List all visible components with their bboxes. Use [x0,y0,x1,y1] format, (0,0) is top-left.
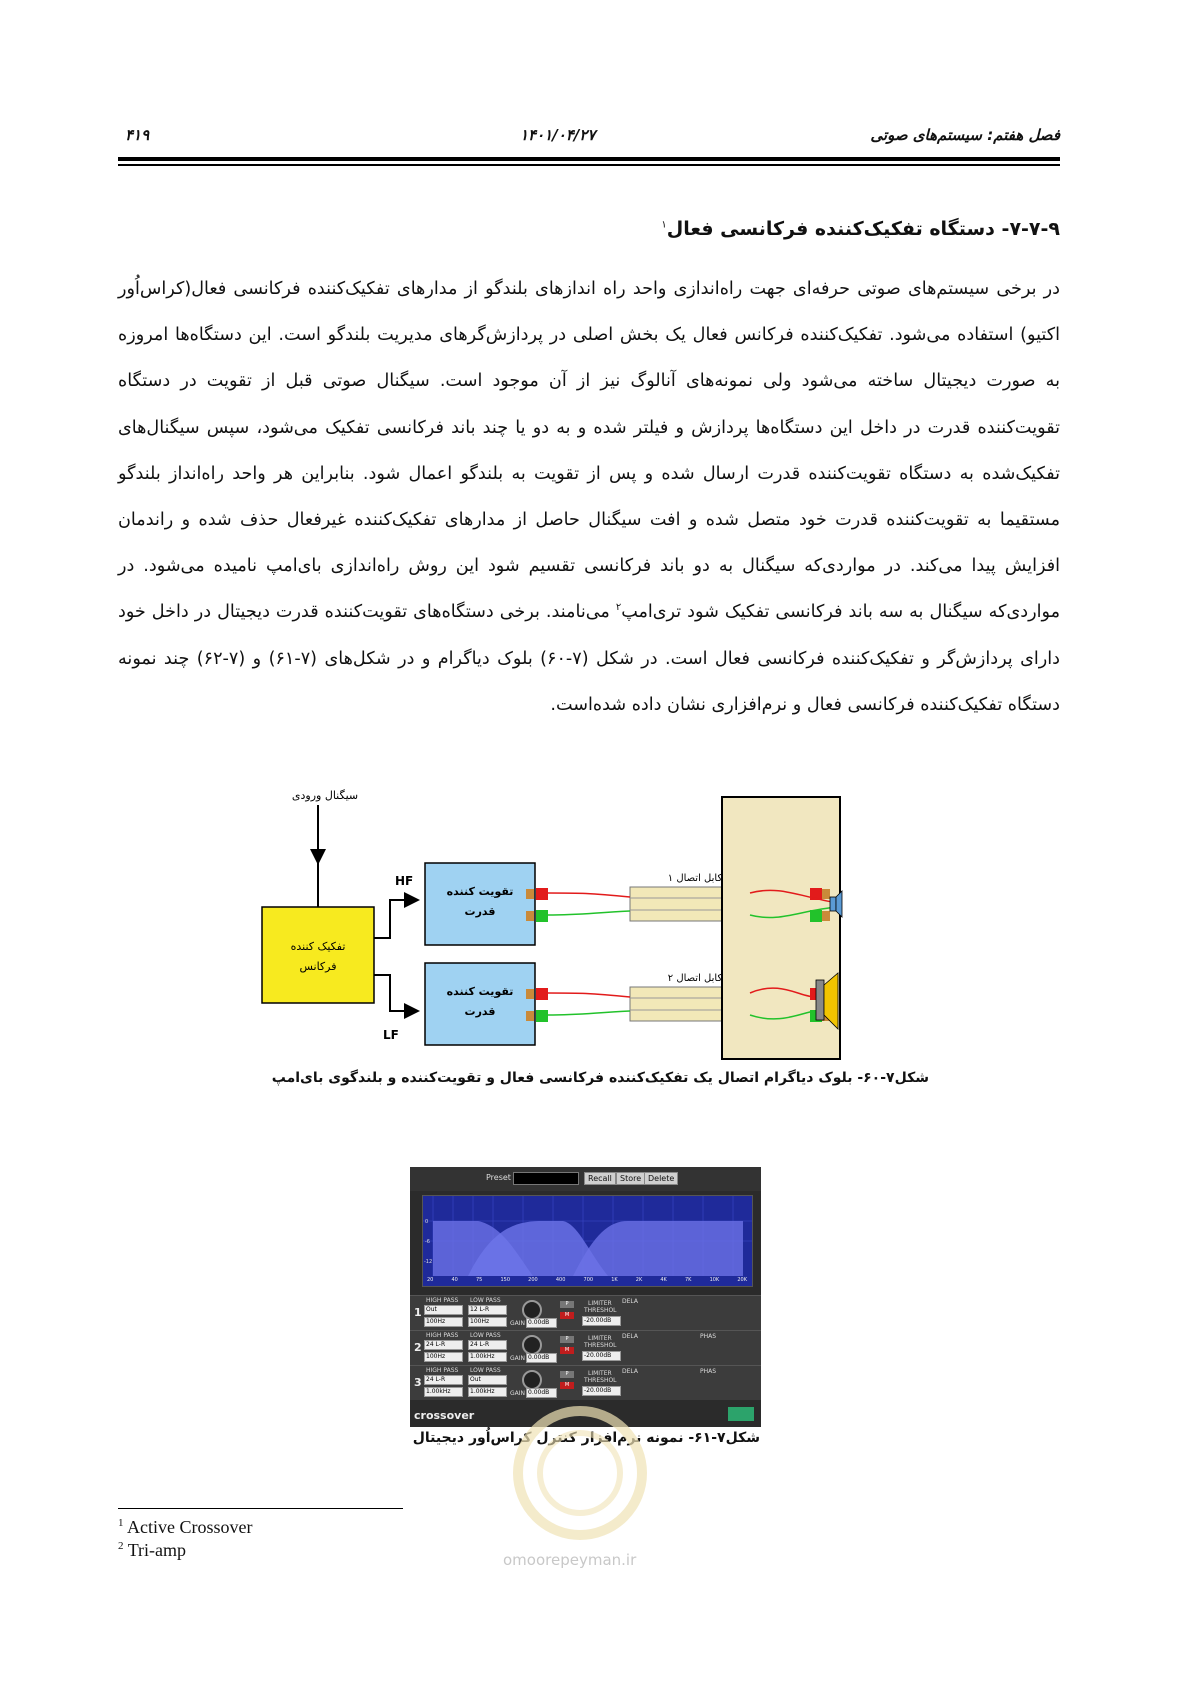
footnote-2-text: Tri-amp [127,1540,187,1560]
terminal [526,889,534,899]
lf-label: LF [383,1028,399,1042]
freq-tick: 7K [684,1277,692,1283]
recall-button[interactable]: Recall [584,1172,616,1185]
gain-label: GAIN [510,1390,526,1397]
brand-label: crossover [414,1409,475,1422]
gain-field[interactable]: 0.00dB [526,1353,557,1363]
high-pass-freq-field[interactable]: 1.00kHz [424,1387,463,1397]
high-pass-type-select[interactable]: 24 L-R [424,1375,463,1385]
green-connector [536,1010,548,1022]
amp-hf-label-2: قدرت [464,905,496,918]
footnote-2-mark: 2 [118,1540,124,1552]
phase-button[interactable]: P [560,1336,574,1343]
high-pass-freq-field[interactable]: 100Hz [424,1352,463,1362]
gain-label: GAIN [510,1355,526,1362]
band-number: 1 [414,1306,422,1319]
footnote-rule [118,1508,403,1509]
threshold-field[interactable]: -20.00dB [582,1351,621,1361]
threshold-label: THRESHOL [584,1342,617,1349]
freq-tick: 400 [555,1277,566,1283]
gain-field[interactable]: 0.00dB [526,1318,557,1328]
low-pass-freq-field[interactable]: 1.00kHz [468,1387,507,1397]
threshold-label: THRESHOL [584,1377,617,1384]
low-pass-label: LOW PASS [470,1367,501,1374]
tweeter [830,897,836,911]
crossover-label-1: تفکیک کننده [290,940,346,953]
footnote-2 [118,1540,186,1561]
body-part-2: می‌نامند. برخی دستگاه‌های تقویت‌کننده قدرت دیجیتال در داخل خود دارای پردازش‌گر و تفکیک‌کننده فرکانسی فعال است. در شکل (۷-۶۰) بلوک دیاگرام و در شکل‌های (۷-۶۱) و (۷-۶۲) چند نمونه دستگاه تفکیک‌کننده فرکانسی فعال و نرم‌افزاری نشان داده شده‌است. [118,602,1060,715]
phase-button[interactable]: P [560,1301,574,1308]
eq-curves [423,1196,752,1286]
freq-tick: 20 [427,1277,434,1283]
woofer [816,980,824,1020]
amp-hf-label-1: تقویت کننده [446,885,514,898]
body-part-1: در برخی سیستم‌های صوتی حرفه‌ای جهت راه‌اندازی واحد راه اندازهای بلندگو از مدارهای تفکیک‌کننده فرکانسی فعال(کراس‌اُور اکتیو) استفاده می‌شود. تفکیک‌کننده فرکانس فعال یک بخش اصلی در پردازش‌گرهای مدیریت بلندگو است. این دستگاه‌ها امروزه به صورت دیجیتال ساخته می‌شود ولی نمونه‌های آنالوگ نیز از آن موجود است. سیگنال صوتی قبل از تقویت در دستگاه تقویت‌کننده قدرت در داخل این دستگاه‌ها پردازش و فیلتر شده و به دو یا چند باند فرکانسی تفکیک می‌شود، سپس سیگنال‌های تفکیک‌شده به دستگاه تقویت‌کننده قدرت ارسال شده و پس از تقویت به بلندگو اعمال شود. بنابراین هر واحد راه‌انداز بلندگو مستقیما به تقویت‌کننده قدرت خود متصل شده و افت سیگنال حاصل از مدارهای تفکیک‌کننده غیرفعال حذف شده و راندمان افزایش پیدا می‌کند. در مواردی‌که سیگنال به دو باند فرکانسی تقسیم شود این روش راه‌اندازی بای‌امپ نامیده می‌شود. در مواردی‌که سیگنال به سه باند فرکانسی تفکیک شود تری‌امپ [118,279,1060,623]
mute-button[interactable]: M [560,1312,574,1319]
red-connector [536,888,548,900]
terminal [526,911,534,921]
high-pass-label: HIGH PASS [426,1367,459,1374]
software-toolbar [410,1167,761,1191]
footnote-1-text: Active Crossover [127,1517,253,1537]
crossover-software-screenshot [410,1167,761,1427]
header-date: ۱۴۰۱/۰۴/۲۷ [520,126,596,144]
freq-tick: 1K [611,1277,618,1283]
delay-label: DELA [622,1333,638,1340]
low-pass-freq-field[interactable]: 100Hz [468,1317,507,1327]
footnote-1 [118,1517,253,1538]
preset-label: Preset [486,1173,511,1182]
header-rule [118,157,1060,161]
input-signal-label: سیگنال ورودی [291,789,359,802]
delay-label: DELA [622,1298,638,1305]
db-tick: -6 [425,1239,430,1245]
high-pass-type-select[interactable]: Out [424,1305,463,1315]
amplifier-box-lf [425,963,535,1045]
watermark-text: omoorepeyman.ir [503,1551,637,1569]
cable-1-label: کابل اتصال ۱ [667,873,723,884]
delay-label: DELA [622,1368,638,1375]
db-tick: -12 [424,1259,433,1265]
gain-knob[interactable] [522,1300,542,1320]
footnote-1-mark: 1 [118,1517,124,1529]
mute-button[interactable]: M [560,1382,574,1389]
band-3-curve [573,1221,743,1276]
freq-tick: 10K [709,1277,720,1283]
limiter-label: LIMITER [588,1370,612,1377]
store-button[interactable]: Store [616,1172,645,1185]
hf-arrow [374,900,418,938]
block-diagram [250,785,910,1065]
header-rule-thin [118,164,1060,166]
low-pass-type-select[interactable]: 12 L-R [468,1305,507,1315]
footnote-ref-1: ۱ [661,219,667,231]
freq-tick: 40 [451,1277,458,1283]
brand-logo [728,1407,754,1421]
phase-button[interactable]: P [560,1371,574,1378]
section-heading-text: ۷-۷-۹- دستگاه تفکیک‌کننده فرکانسی فعال [666,218,1060,240]
low-pass-label: LOW PASS [470,1297,501,1304]
low-pass-type-select[interactable]: Out [468,1375,507,1385]
preset-field[interactable] [513,1172,579,1185]
freq-tick-row [427,1277,747,1283]
amplifier-box-hf [425,863,535,945]
amp-lf-label-1: تقویت کننده [446,985,514,998]
freq-tick: 150 [500,1277,511,1283]
freq-tick: 20K [737,1277,747,1283]
page-number: ۴۱۹ [125,126,150,144]
db-tick: 0 [425,1219,429,1225]
band-number: 2 [414,1341,422,1354]
phase-label: PHAS [700,1368,717,1375]
band-number: 3 [414,1376,422,1389]
freq-tick: 4K [660,1277,667,1283]
crossover-label-2: فرکانس [299,960,337,973]
threshold-field[interactable]: -20.00dB [582,1316,621,1326]
threshold-label: THRESHOL [584,1307,617,1314]
terminal [526,1011,534,1021]
band-row-1 [410,1295,761,1330]
footnote-ref-2: ۲ [615,602,622,614]
low-pass-label: LOW PASS [470,1332,501,1339]
hf-label: HF [395,874,414,888]
crossover-box [262,907,374,1003]
freq-tick: 2K [635,1277,643,1283]
terminal [526,989,534,999]
chapter-title: فصل هفتم: سیستم‌های صوتی [870,126,1060,144]
low-pass-freq-field[interactable]: 1.00kHz [468,1352,507,1362]
figure-61-caption: شکل۷-۶۱- نمونه نرم‌افزار کنترل کراس‌اُور دیجیتال [412,1430,760,1446]
body-paragraph [118,266,1060,728]
watermark-seal [495,1398,665,1548]
band-row-3 [410,1365,761,1400]
high-pass-label: HIGH PASS [426,1297,459,1304]
limiter-label: LIMITER [588,1300,612,1307]
cable-2-label: کابل اتصال ۲ [667,973,723,984]
eq-graph [422,1195,753,1287]
freq-tick: 75 [476,1277,483,1283]
section-heading [661,218,1060,240]
red-connector [536,988,548,1000]
figure-60-caption: شکل۷-۶۰- بلوک دیاگرام اتصال یک تفکیک‌کننده فرکانسی فعال و تقویت‌کننده و بلندگوی بای‌امپ [271,1070,929,1086]
high-pass-type-select[interactable]: 24 L-R [424,1340,463,1350]
limiter-label: LIMITER [588,1335,612,1342]
band-row-2 [410,1330,761,1365]
green-connector [810,910,822,922]
delete-button[interactable]: Delete [644,1172,678,1185]
gain-knob[interactable] [522,1335,542,1355]
high-pass-label: HIGH PASS [426,1332,459,1339]
amp-lf-label-2: قدرت [464,1005,496,1018]
gain-knob[interactable] [522,1370,542,1390]
mute-button[interactable]: M [560,1347,574,1354]
low-pass-type-select[interactable]: 24 L-R [468,1340,507,1350]
freq-tick: 200 [528,1277,538,1283]
green-connector [536,910,548,922]
gain-field[interactable]: 0.00dB [526,1388,557,1398]
threshold-field[interactable]: -20.00dB [582,1386,621,1396]
gain-label: GAIN [510,1320,526,1327]
lf-arrow [374,975,418,1011]
high-pass-freq-field[interactable]: 100Hz [424,1317,463,1327]
freq-tick: 700 [583,1277,594,1283]
phase-label: PHAS [700,1333,717,1340]
